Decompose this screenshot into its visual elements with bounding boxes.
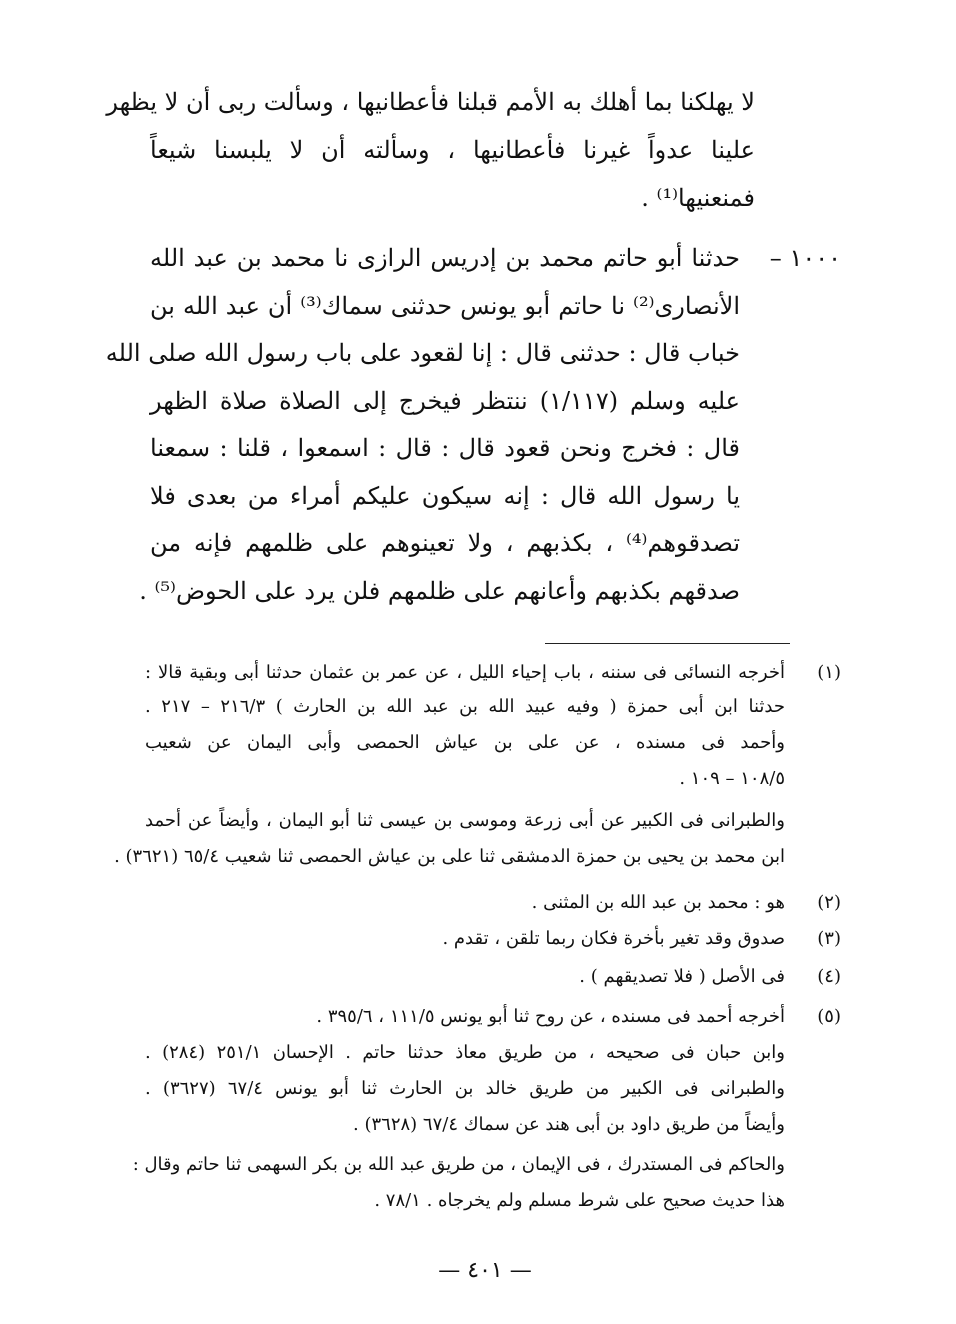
footnote-line: ١٠٨/٥ – ١٠٩ . (679, 768, 785, 789)
footnote-number: (٢) (817, 892, 841, 913)
footnote-line: والحاكم فى المستدرك ، فى الإيمان ، من طريق عبد الله بن بكر السهمى ثنا حاتم وقال : (132, 1154, 785, 1175)
footnote-number: (١) (817, 662, 841, 683)
footnote-line: صدوق وقد تغير بأخرة فكان ربما تلقن ، تقدم . (442, 928, 785, 949)
footnote-line: هذا حديث صحيح على شرط مسلم ولم يخرجاه . ٧٨/١ . (374, 1190, 785, 1211)
footnote-line: وأيضاً من طريق داود بن أبى هند عن سماك ٦٧/٤ (٣٦٢٨) . (353, 1114, 785, 1135)
body-line: خباب قال : حدثنى قال : إنا لقعود على باب رسول الله صلى الله (105, 339, 740, 367)
footnote-divider (545, 643, 790, 644)
page-number: — ٤٠١ — (438, 1258, 532, 1283)
body-line: حدثنا أبو حاتم محمد بن إدريس الرازى نا محمد بن عبد الله (150, 244, 740, 272)
footnote-line: وأحمد فى مسنده ، عن على بن عياش الحمصى وأبى اليمان عن شعيب (145, 732, 785, 753)
body-line: صدقهم بكذبهم وأعانهم على ظلمهم فلن يرد على الحوض⁽⁵⁾ . (139, 577, 740, 605)
footnote-line: حدثنا ابن أبى حمزة ( وفيه عبيد الله بن عبد الله بن الحارث ) ٢١٦/٣ – ٢١٧ . (145, 696, 785, 717)
body-line: علينا عدواً غيرنا فأعطانيها ، وسألته أن لا يلبسنا شيعاً (150, 136, 756, 164)
entry-number: ١٠٠٠ – (769, 244, 841, 272)
body-line: يا رسول الله قال : إنه سيكون عليكم أمراء من بعدى فلا (150, 482, 740, 510)
body-line: الأنصارى⁽²⁾ نا حاتم أبو يونس حدثنى سماك⁽³⁾ أن عبد الله بن (150, 292, 740, 320)
body-line: تصدقوهم⁽⁴⁾ ، بكذبهم ، ولا تعينوهم على ظلمهم فإنه من (150, 529, 740, 557)
footnote-number: (٤) (817, 966, 841, 987)
footnote-line: أخرجه النسائى فى سننه ، باب إحياء الليل ، عن عمر بن عثمان حدثنا أبى وبقية قالا : (145, 662, 785, 683)
footnote-line: ابن محمد بن يحيى بن حمزة الدمشقى ثنا على بن عياش الحمصى ثنا شعيب ٦٥/٤ (٣٦٢١) . (114, 846, 785, 867)
body-line: قال : فخرج ونحن قعود قال : قال : اسمعوا ، قلنا : سمعنا (150, 434, 741, 462)
footnote-line: أخرجه أحمد فى مسنده ، عن روح ثنا أبو يونس ١١١/٥ ، ٣٩٥/٦ . (316, 1006, 785, 1027)
footnote-line: هو : محمد بن عبد الله بن المثنى . (531, 892, 785, 913)
footnote-line: وابن حبان فى صحيحه ، من طريق معاذ حدثنا حاتم . الإحسان ٢٥١/١ (٢٨٤) . (145, 1042, 786, 1063)
footnote-line: فى الأصل ( فلا تصديقهم ) . (579, 966, 785, 987)
footnote-number: (٣) (817, 928, 841, 949)
footnote-number: (٥) (817, 1006, 841, 1027)
body-line: فمنعنيها⁽¹⁾ . (641, 184, 755, 212)
body-line: لا يهلكنا بما أهلك به الأمم قبلنا فأعطانيها ، وسألت ربى أن لا يظهر (106, 88, 755, 116)
footnote-line: والطبرانى فى الكبير عن أبى زرعة وموسى بن عيسى ثنا أبو اليمان ، وأيضاً عن أحمد (145, 810, 785, 831)
body-line: عليه وسلم (١/١١٧) ننتظر فيخرج إلى الصلاة صلاة الظهر (150, 387, 740, 415)
footnote-line: والطبرانى فى الكبير من طريق خالد بن الحارث ثنا أبو يونس ٦٧/٤ (٣٦٢٧) . (145, 1078, 785, 1099)
